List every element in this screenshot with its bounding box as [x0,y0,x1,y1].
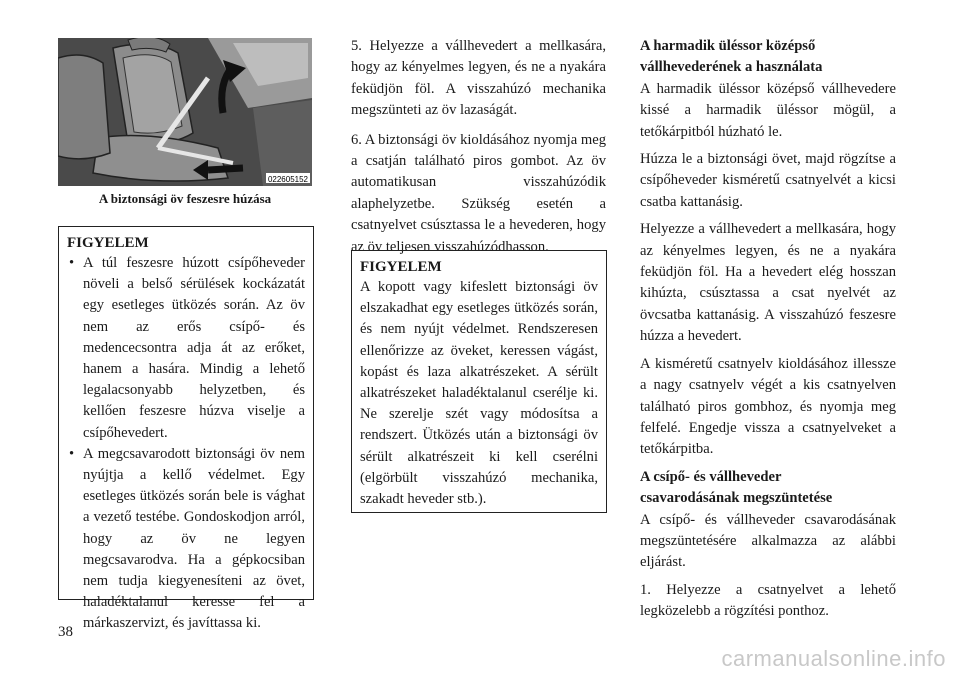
figure-code: 022605152 [267,175,308,184]
seat-drawing [58,38,312,186]
paragraph-2: Húzza le a biztonsági övet, majd rögzítse a csípőheveder kisméretű csatnyelvét a kicsi csatba kattanásig. [640,151,896,210]
left-warning-list [67,253,305,635]
paragraph-3: Helyezze a vállhevedert a mellkasára, hogy az kényelmes legyen, és ne a nyakára feküdjön föl. Ha a hevedert elég hosszan kihúzta, csúsztassa a csat nyelvét az övcsatba kattanásig. A visszahúzó feszesre húzza a hevedert. [640,221,896,345]
left-warning-title: FIGYELEM [67,235,149,251]
left-warning-item: • A túl feszesre húzott csípőheveder növeli a belső sérülések kockázatát egy esetleges ütközés során. Az öv nem az erős csípő- és medencecsontra adja át az erőket, hanem a hasára. Mindig a lehető legalacsonyabb helyzetben, és kellően feszesre húzva viselje a csípőhevedert. [67,253,305,444]
heading-third-row-line2: vállhevederének a használata [640,59,823,76]
middle-warning-title: FIGYELEM [360,259,442,275]
right-column [640,36,896,629]
heading-untwist-line1: A csípő- és vállheveder [640,468,782,485]
watermark: carmanualsonline.info [721,646,946,671]
left-warning-item: • A megcsavarodott biztonsági öv nem nyújtja a kellő védelmet. Egy esetleges ütközés során bele is vághat a vezető testébe. Gondoskodjon arról, hogy az öv ne legyen megcsavarodva. Ha a gépkocsiban nem tudja kiegyenesíteni az övet, haladéktalanul keresse fel a márkaszervizt, és javíttassa ki. [67,444,305,635]
seatbelt-illustration [58,38,312,186]
figure-caption: A biztonsági öv feszesre húzása [98,191,272,206]
heading-untwist-line2: csavarodásának megszüntetése [640,490,833,507]
paragraph-5: A csípő- és vállheveder csavarodásának megszüntetésére alkalmazza az alábbi eljárást. [640,511,896,571]
paragraph-4: A kisméretű csatnyelv kioldásához illessze a nagy csatnyelv végét a kis csatnyelven található piros gombhoz, és nyomja meg felfelé. Engedje vissza a csatnyelveket a tetőkárpitba. [640,355,896,458]
paragraph-6-text: Helyezze a csatnyelvet a lehető legközelebb a rögzítési ponthoz. [640,581,896,620]
step-5: 5. Helyezze a vállhevedert a mellkasára, hogy az kényelmes legyen, és ne a nyakára feküdjön föl. A visszahúzó mechanika megszünteti az öv lazaságát. [351,38,606,119]
heading-third-row-line1: A harmadik üléssor középső [640,38,816,54]
heading-untwist [640,467,896,510]
step-6: 6. A biztonsági öv kioldásához nyomja meg a csatján található piros gombot. Az öv automatikusan visszahúzódik alaphelyzetbe. Szükség esetén a csatnyelvet csúsztassa le a hevederen, hogy az öv teljesen visszahúzódhasson. [351,131,606,255]
middle-warning-box [351,250,607,513]
paragraph-6 [640,580,896,623]
paragraph-1: A harmadik üléssor középső vállhevedere kissé a harmadik üléssor mögül, a tetőkárpitból húzható le. [640,80,896,140]
step-number: 1. [640,581,651,598]
page-number: 38 [58,624,73,640]
middle-column [351,36,606,264]
heading-third-row [640,36,896,79]
middle-warning-text: A kopott vagy kifeslett biztonsági öv elszakadhat egy esetleges ütközés során, és nem nyújt védelmet. Rendszeresen ellenőrizze az öveket, keressen vágást, kopást és laza alkatrészeket. A sérült alkatrészeket haladéktalanul cserélje ki. Ne szerelje szét vagy módosítsa a rendszert. Ütközés után a biztonsági öv sérült alkatrészeit ki kell cserélni (elgörbült visszahúzó mechanika, szakadt heveder stb.). [360,279,598,508]
